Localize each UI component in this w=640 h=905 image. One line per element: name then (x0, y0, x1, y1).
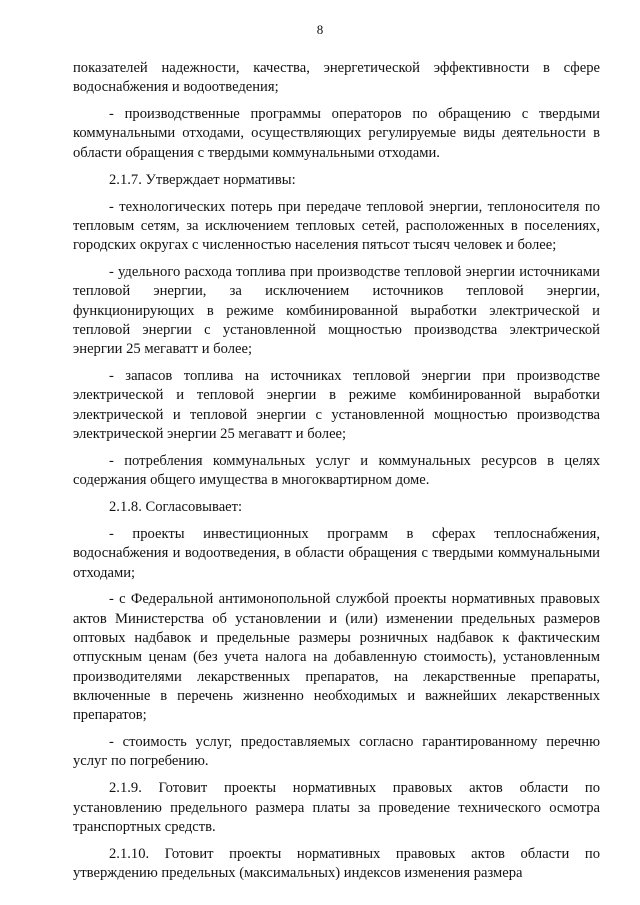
paragraph-fuel-consumption: - удельного расхода топлива при производстве тепловой энергии источниками тепловой энергии, за исключением источников тепловой энергии, функционирующих в режиме комбинированной выработки электрической и тепловой энергии с установленной мощностью производства электрической энергии 25 мегаватт и более; (73, 264, 600, 358)
paragraph-investment-programs: - проекты инвестиционных программ в сферах теплоснабжения, водоснабжения и водоотведения, в области обращения с твердыми коммунальными отходами; (73, 525, 600, 581)
paragraph-funeral-services: - стоимость услуг, предоставляемых согласно гарантированному перечню услуг по погребению. (73, 734, 600, 770)
paragraph-production-programs: - производственные программы операторов по обращению с твердыми коммунальными отходами, осуществляющих регулируемые виды деятельности в области обращения с твердыми коммунальными отходами. (73, 106, 600, 161)
paragraph-fuel-reserves: - запасов топлива на источниках тепловой энергии при производстве электрической и тепловой энергии в режиме комбинированной выработки электрической и тепловой энергии с установленной мощностью производства электрической энергии 25 мегаватт и более; (73, 368, 600, 443)
document-body (73, 59, 600, 891)
section-2-1-10: 2.1.10. Готовит проекты нормативных правовых актов области по утверждению предельных (максимальных) индексов изменения размера (73, 845, 600, 882)
section-2-1-7-heading: 2.1.7. Утверждает нормативы: (109, 171, 296, 188)
page-number: 8 (316, 22, 324, 37)
section-2-1-8-heading: 2.1.8. Согласовывает: (109, 499, 243, 516)
section-2-1-9: 2.1.9. Готовит проекты нормативных правовых актов области по установлению предельного размера платы за проведение технического осмотра транспортных средств. (73, 780, 600, 835)
paragraph-heat-losses: - технологических потерь при передаче тепловой энергии, теплоносителя по тепловым сетям, за исключением тепловых сетей, расположенных в поселениях, городских округах с численностью населения пятьсот тысяч человек и более; (73, 198, 600, 254)
paragraph-continuation: показателей надежности, качества, энергетической эффективности в сфере водоснабжения и водоотведения; (73, 60, 600, 96)
paragraph-utility-consumption: - потребления коммунальных услуг и коммунальных ресурсов в целях содержания общего имущества в многоквартирном доме. (73, 452, 600, 489)
paragraph-pharma-markups: - с Федеральной антимонопольной службой проекты нормативных правовых актов Министерства об установлении и (или) изменении предельных размеров оптовых надбавок и предельные размеры розничных надбавок к фактическим отпускным ценам (без учета налога на добавленную стоимость), установленным производителями лекарственных препаратов, на лекарственные препараты, включенные в перечень жизненно необходимых и важнейших лекарственных препаратов; (73, 591, 600, 724)
